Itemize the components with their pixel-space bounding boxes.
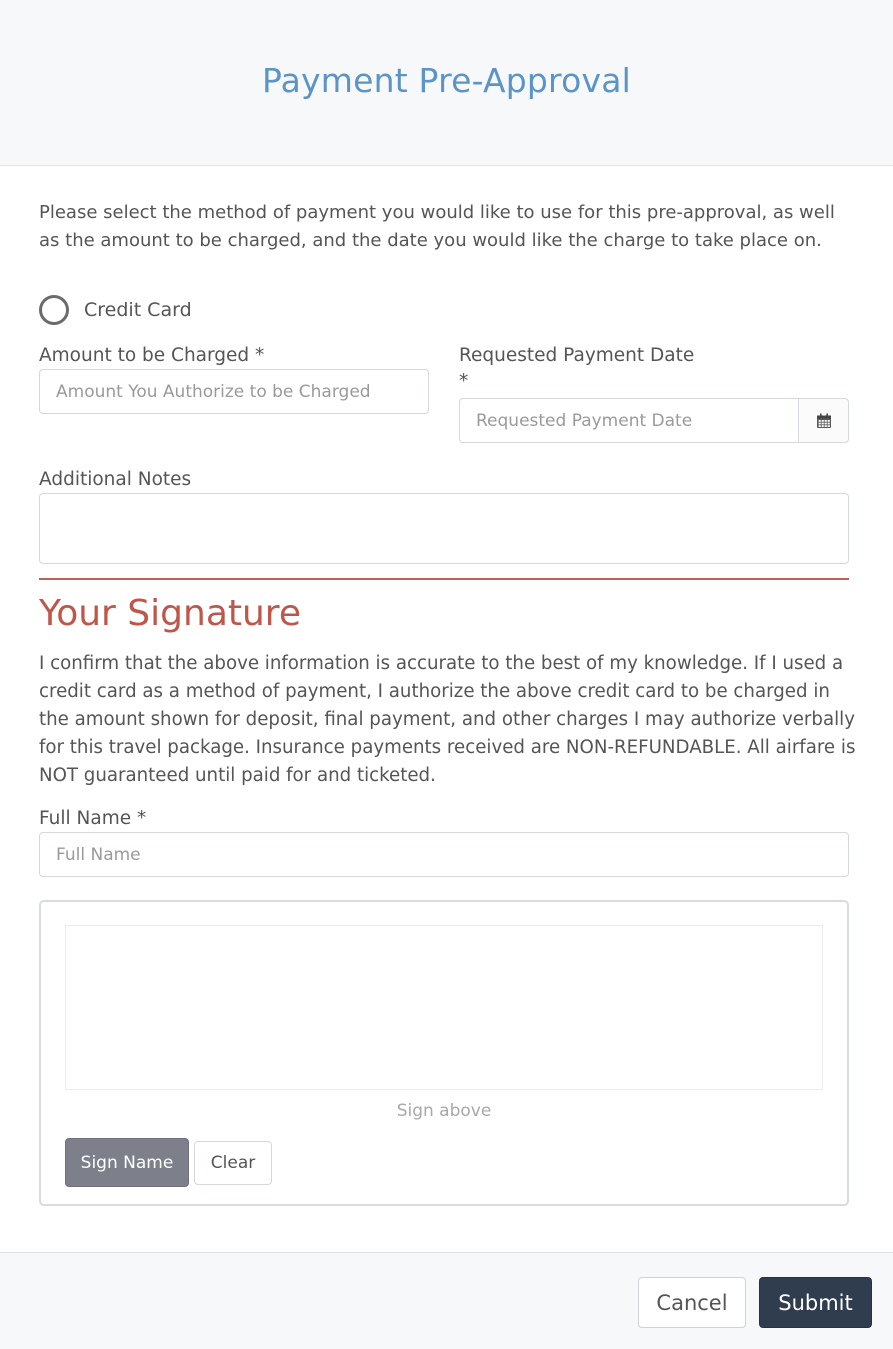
signature-heading: Your Signature xyxy=(39,593,301,634)
submit-button[interactable]: Submit xyxy=(759,1277,872,1328)
date-input[interactable] xyxy=(459,398,800,443)
section-divider xyxy=(39,578,849,580)
signature-pad[interactable] xyxy=(65,925,823,1090)
sign-above-hint: Sign above xyxy=(396,1101,492,1121)
notes-label: Additional Notes xyxy=(39,469,192,490)
full-name-label: Full Name * xyxy=(39,808,147,829)
notes-textarea[interactable] xyxy=(39,493,849,564)
payment-intro-text: Please select the method of payment you would like to use for this pre-approval, as well as the amount to be charged, and the date you would like the charge to take place on. xyxy=(39,202,835,251)
credit-card-radio-label: Credit Card xyxy=(84,299,192,321)
page-title: Payment Pre-Approval xyxy=(261,60,632,100)
modal-header xyxy=(0,0,893,166)
signature-confirm-text: I confirm that the above information is accurate to the best of my knowledge. If I used a credit card as a method of payment, I authorize the above credit card to be charged in the amount shown for deposit, final payment, and other charges I may authorize verbally for this travel package. Insurance payments received are NON-REFUNDABLE. All airfare is NOT guaranteed until paid for and ticketed. xyxy=(39,653,856,786)
amount-input[interactable] xyxy=(39,369,429,414)
calendar-icon xyxy=(816,413,832,429)
clear-signature-button[interactable]: Clear xyxy=(194,1141,272,1185)
date-picker-button[interactable] xyxy=(798,398,849,443)
cancel-button[interactable]: Cancel xyxy=(638,1277,746,1328)
sign-name-button[interactable]: Sign Name xyxy=(65,1138,189,1187)
date-label: Requested Payment Date xyxy=(459,345,695,366)
amount-label: Amount to be Charged * xyxy=(39,345,265,366)
full-name-input[interactable] xyxy=(39,832,849,877)
payment-method-option-credit-card[interactable] xyxy=(39,295,192,325)
date-label-required-mark: * xyxy=(459,371,469,392)
credit-card-radio[interactable] xyxy=(39,295,69,325)
